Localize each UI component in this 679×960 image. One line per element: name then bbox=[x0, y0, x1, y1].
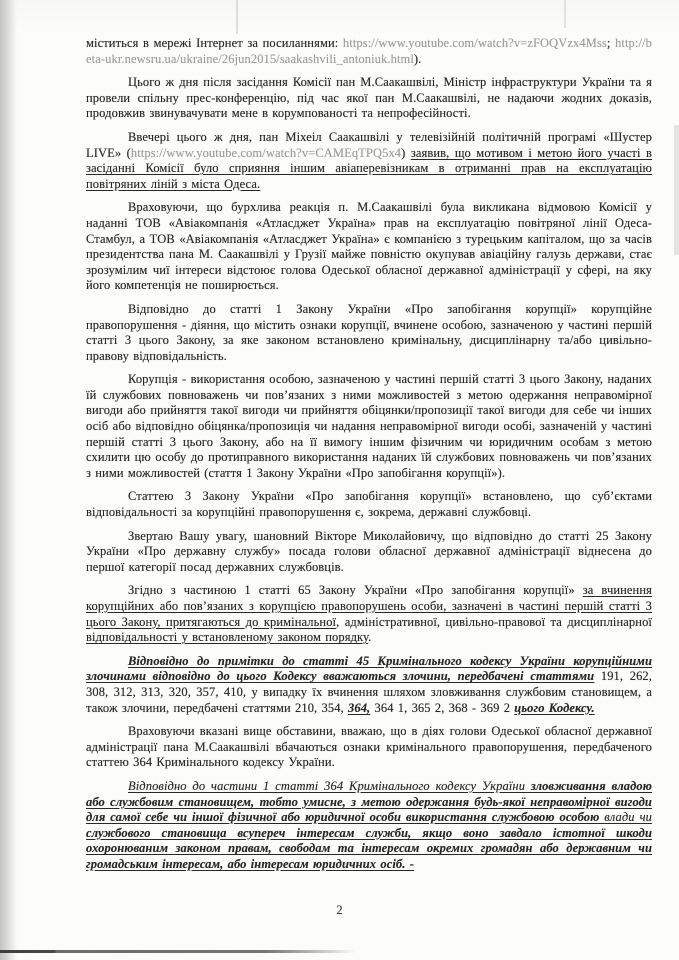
text-run: Ввечері цього ж дня, пан Міхеіл Саакашвілі у телевізійній політичній програмі «Шустер LIVE» ( bbox=[86, 129, 652, 160]
paragraph-8 bbox=[86, 529, 652, 576]
text-run: ). bbox=[413, 51, 422, 66]
scan-edge-artifact-left bbox=[0, 0, 17, 960]
text-run: . bbox=[368, 630, 372, 645]
bold-italic-legal-citation: 364, bbox=[348, 700, 371, 715]
paragraph-9 bbox=[86, 583, 652, 645]
paragraph-1 bbox=[86, 36, 652, 67]
bold-italic-legal-citation: службового становища всупереч інтересам служби, якщо воно bbox=[86, 825, 500, 840]
text-run: Статтею 3 Закону України «Про запобігання корупції» встановлено, що суб’єктами відповідальності за корупційні правопорушення є, зокрема, державні службовці. bbox=[86, 489, 652, 520]
paragraph-10 bbox=[86, 654, 652, 716]
paragraph-12 bbox=[86, 779, 652, 873]
url-text: https://www.youtube.com/watch?v=zFOQVzx4Mss bbox=[342, 36, 607, 50]
text-run: ; bbox=[606, 36, 616, 50]
paragraph-3 bbox=[86, 130, 652, 192]
text-run: Звертаю Вашу увагу, шановний Вікторе Миколайовичу, що відповідно до статті 25 Закону України «Про державну службу» посада голови обласної державної адміністрації віднесена до першої категорії посад державних службовців. bbox=[86, 528, 652, 574]
paragraph-2 bbox=[86, 75, 652, 122]
scan-line-artifact bbox=[0, 950, 356, 953]
text-run: Цього ж дня після засідання Комісії пан М.Саакашвілі, Міністр інфраструктури України та я провели спільну прес-конференцію, під час якої пан М.Саакашвілі, не надаючи жодних доказів, продовжив звинувачувати мене в корумпованості та непрофесійності. bbox=[86, 75, 652, 121]
scan-crease-artifact bbox=[236, 0, 238, 34]
url-text: http://beta-ukr.newsru.ua/ukraine/26jun2015/saakashvili_antoniuk.html bbox=[86, 36, 652, 66]
text-run: 191, 262, 308, 312, 313, 320, 357, 410, у випадку їх вчинення шляхом зловживання службовим становищем, а також злочини, передбачені статтями 210, 354, bbox=[86, 669, 652, 715]
italic-legal-citation: влади чи bbox=[604, 810, 652, 825]
text-run: Враховуючи, що бурхлива реакція п. М.Саакашвілі була викликана відмовою Комісії у наданні ТОВ «Авіакомпанія «Атласджет Україна» прав на експлуатацію повітряної лінії Одеса-Стамбул, а ТОВ «Авіакомпанія «Атласджет Україна» є компанією з турецьким капіталом, що за часів президентства пана М. Саакашвілі у Грузії майже повністю окупував авіаційну галузь держави, стає зрозумілим чиї інтереси відстоює голова Одеської обласної державної адміністрації у сфері, на яку його компетенція не поширюється. bbox=[86, 200, 652, 293]
text-run: 364 1, 365 2, 368 - 369 2 bbox=[370, 700, 515, 715]
underlined-text-run: відповідальності у встановленому законом порядку bbox=[86, 630, 369, 645]
document-text-body bbox=[86, 36, 652, 881]
scan-edge-artifact-right bbox=[674, 125, 679, 255]
text-run: ) bbox=[401, 145, 411, 160]
bold-italic-legal-citation: цього Кодексу. bbox=[514, 700, 595, 715]
paragraph-6 bbox=[86, 372, 652, 481]
url-text: https://www.youtube.com/watch?v=CAMEqTPQ5x4 bbox=[130, 145, 402, 160]
text-run: міститься в мережі Інтернет за посиланнями: bbox=[86, 36, 343, 50]
paragraph-4 bbox=[86, 200, 652, 294]
paragraph-7 bbox=[86, 489, 652, 520]
bold-italic-legal-citation: завдало істотної шкоди охоронюваним законом правам, свободам та інтересам окремих громадян або державним чи громадським інтересам, або інтересам юридичних осіб. - bbox=[86, 825, 652, 871]
paragraph-11 bbox=[86, 724, 652, 771]
paragraph-5 bbox=[86, 302, 652, 364]
text-run: Відповідно до статті 1 Закону України «Про запобігання корупції» корупційне правопорушення - діяння, що містить ознаки корупції, вчинене особою, зазначеною у частині першій статті 3 цього Закону, за яке законом встановлено кримінальну, дисциплінарну та/або цивільно-правову відповідальність. bbox=[86, 301, 652, 363]
scan-crease-artifact bbox=[564, 0, 566, 28]
text-run: Корупція - використання особою, зазначеною у частині першій статті 3 цього Закону, наданих їй службових повноважень чи пов’язаних з ними можливостей з метою одержання неправомірної вигоди або прийняття такої вигоди чи прийняття обіцянки/пропозиції такої вигоди для себе чи інших осіб або відповідно обіцянка/пропозиція чи надання неправомірної вигоди особі, зазначеній у частині першій статті 3 цього Закону, або на її вимогу іншим фізичним чи юридичним особам з метою схилити цю особу до протиправного використання наданих їй службових повноважень чи пов’язаних з ними можливостей (стаття 1 Закону України «Про запобігання корупції»). bbox=[86, 372, 652, 480]
text-run: , адміністративної, цивільно-правової та дисциплінарної bbox=[336, 614, 652, 629]
bold-italic-legal-citation: Відповідно до примітки до статті 45 Кримінального кодексу України корупційними злочинами відповідно до цього Кодексу вважаються злочини, передбачені статтями bbox=[86, 653, 652, 684]
underlined-text-run: за вчинення корупційних або пов’язаних з корупцією правопорушень особи, зазначені в частині першій статті 3 цього Закону, притягаються до кримінальної bbox=[86, 583, 652, 629]
bold-italic-legal-citation: зловживання владою або службовим становищем, тобто умисне, з метою одержання будь-якої неправомірної вигоди для самої себе чи іншої фізичної або юридичної особи використання службовою особою bbox=[86, 778, 652, 825]
text-run: Згідно з частиною 1 статті 65 Закону України «Про запобігання корупції» bbox=[128, 583, 583, 598]
page-number: 2 bbox=[336, 903, 343, 917]
text-run: Враховуючи вказані вище обставини, вважаю, що в діях голови Одеської обласної державної адміністрації пана М.Саакашвілі вбачаються ознаки кримінального правопорушення, передбаченого статтею 364 Кримінального кодексу України. bbox=[86, 724, 652, 770]
underlined-text-run: заявив, що мотивом і метою його участі в засіданні Комісії було сприяння іншим авіаперевізникам в отриманні прав на експлуатацію повітряних ліній з міста Одеса. bbox=[86, 145, 652, 191]
italic-legal-citation: Відповідно до частини 1 статті 364 Кримінального кодексу України bbox=[128, 778, 531, 793]
